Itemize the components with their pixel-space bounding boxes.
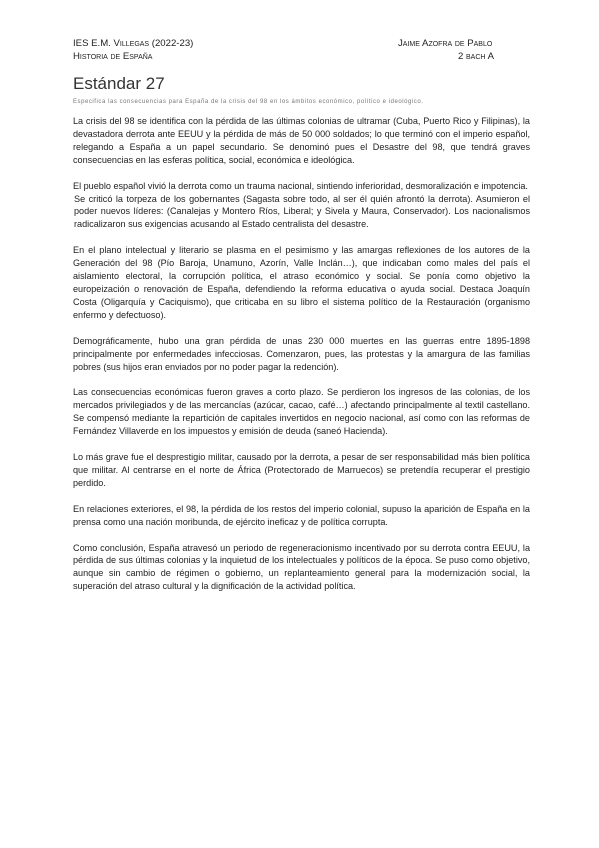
paragraph-trauma: El pueblo español vivió la derrota como un trauma nacional, sintiendo inferioridad, desmoralización e impotencia. [73,180,528,191]
paragraph-economic: Las consecuencias económicas fueron graves a corto plazo. Se perdieron los ingresos de las colonias, de los mercados privilegiados y de las mercancías (azúcar, cacao, café…) afectando principalmente al textil castellano. Se compensó mediante la repartición de capitales invertidos en negocio nacional, así como con las reformas de Fernández Villaverde en los impuestos y emisión de deuda (saneó Hacienda). [73,387,530,437]
page-subtitle: Especifica las consecuencias para España de la crisis del 98 en los ámbitos económico, político e ideológico. [73,99,424,105]
header-course: 2 bach A [458,51,494,62]
header-left [73,37,193,63]
paragraph-intellectual: En el plano intelectual y literario se plasma en el pesimismo y las amargas reflexiones de los autores de la Generación del 98 (Pío Baroja, Unamuno, Azorín, Valle Inclán…), que indicaban como males del país el aislamiento electoral, la corrupción política, el atraso económico y social. Se ponía como objetivo la europeización o renovación de España, defendiendo la reforma educativa o ayuda social. Destaca Joaquín Costa (Oligarquía y Caciquismo), que criticaba en su libro el sistema político de la Restauración (organismo enfermo y defectuoso). [73,245,530,320]
header-author: Jaime Azofra de Pablo [398,38,493,49]
paragraph-military: Lo más grave fue el desprestigio militar, causado por la derrota, a pesar de ser responsabilidad más bien política que militar. Al centrarse en el norte de África (Protectorado de Marruecos) se pretendía recuperar el prestigio perdido. [73,452,530,488]
paragraph-politics: Se criticó la torpeza de los gobernantes (Sagasta sobre todo, al ser él quién afrontó la derrota). Asumieron el poder nuevos líderes: (Canalejas y Montero Ríos, Liberal; y Sivela y Maura, Conservador). Los nacionalismos radicalizaron sus exigencias acusando al Estado centralista del desastre. [74,193,530,230]
header-subject: Historia de España [73,51,153,62]
document-body [73,115,530,606]
header-right [398,37,528,63]
page-title: Estándar 27 [73,74,165,93]
paragraph-conclusion: Como conclusión, España atravesó un periodo de regeneracionismo incentivado por su derrota contra EEUU, la pérdida de sus últimas colonias y la inquietud de los intelectuales y políticos de la época. Se puso como objetivo, aunque sin cambio de régimen o gobierno, un replanteamiento general para la modernización social, la superación del atraso cultural y la dignificación de la actividad política. [73,542,530,592]
paragraph-foreign-relations: En relaciones exteriores, el 98, la pérdida de los restos del imperio colonial, supuso la aparición de España en la prensa como una nación moribunda, de ejército ineficaz y de política corrupta. [73,503,530,527]
header-school: IES E.M. Villegas (2022-23) [73,38,194,49]
paragraph-intro: La crisis del 98 se identifica con la pérdida de las últimas colonias de ultramar (Cuba, Puerto Rico y Filipinas), la devastadora derrota ante EEUU y la pérdida de más de 50 000 soldados; lo que terminó con el imperio español, relegando a España a un papel secundario. Se denominó pues el Desastre del 98, que tendrá graves consecuencias en las esferas política, social, económica e ideológica. [73,116,530,165]
paragraph-demographic: Demográficamente, hubo una gran pérdida de unas 230 000 muertes en las guerras entre 1895-1898 principalmente por enfermedades infecciosas. Comenzaron, pues, las protestas y la amargura de las familias pobres (sus hijos eran enviados por no poder pagar la redención). [73,335,530,372]
